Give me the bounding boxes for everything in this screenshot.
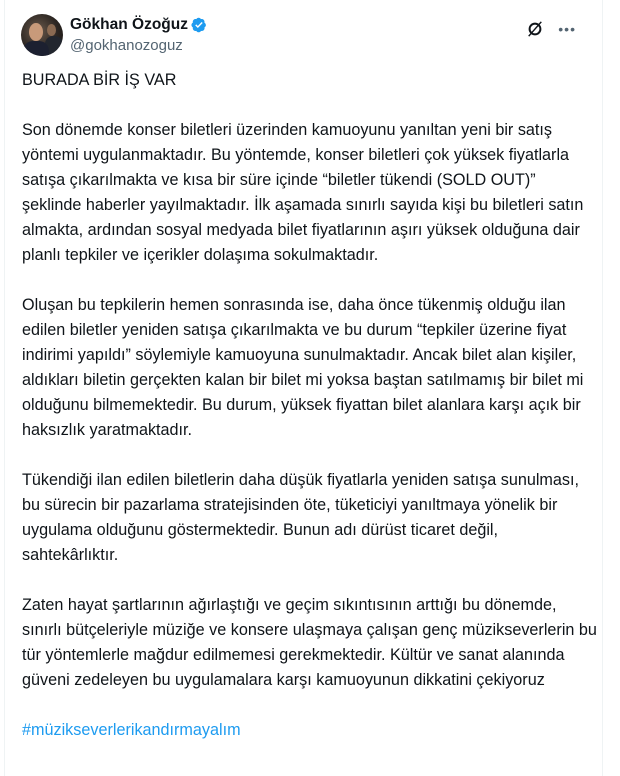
author-name[interactable]: Gökhan Özoğuz [70, 16, 188, 33]
avatar[interactable] [21, 14, 63, 56]
post-title: BURADA BİR İŞ VAR [22, 71, 177, 89]
post-card [4, 0, 603, 776]
post-paragraph: Tükendiği ilan edilen biletlerin daha düşük fiyatlarla yeniden satışa sunulması, bu sürecin bir pazarlama stratejisinden öte, tüketiciyi yanıltmaya yönelik bir uygulama olduğunu göstermektedir. Bunun adı dürüst ticaret değil, sahtekârlıktır. [22, 471, 579, 564]
post-body [22, 68, 597, 768]
post-header [21, 14, 586, 58]
author-info [70, 15, 207, 54]
post-paragraph: Son dönemde konser biletleri üzerinden kamuoyunu yanıltan yeni bir satış yöntemi uygulanmaktadır. Bu yöntemde, konser biletleri çok yüksek fiyatlarla satışa çıkarılmakta ve kısa bir süre içinde “biletler tükendi (SOLD OUT)” şeklinde haberler yayılmaktadır. İlk aşamada sınırlı sayıda kişi bu biletleri satın almakta, ardından sosyal medyada bilet fiyatlarının aşırı yüksek olduğuna dair planlı tepkiler ve içerikler dolaşıma sokulmaktadır. [22, 121, 584, 264]
post-actions [526, 20, 576, 38]
verified-badge-icon[interactable] [191, 17, 207, 33]
author-handle[interactable]: @gokhanozoguz [70, 37, 183, 54]
post-paragraph: Zaten hayat şartlarının ağırlaştığı ve geçim sıkıntısının arttığı bu dönemde, sınırlı bütçeleriyle müziğe ve konsere ulaşmaya çalışan genç müzikseverlerin bu tür yöntemlerle mağdur edilmemesi gerekmektedir. Kültür ve sanat alanında güveni zedeleyen bu uygulamalara karşı kamuoyunun dikkatini çekiyoruz [22, 596, 597, 689]
hashtag-link[interactable]: #müzikseverlerikandırmayalım [22, 721, 241, 739]
post-paragraph: Oluşan bu tepkilerin hemen sonrasında ise, daha önce tükenmiş olduğu ilan edilen biletler yeniden satışa çıkarılmakta ve bu durum “tepkiler üzerine fiyat indirimi yapıldı” söylemiyle kamuoyuna sunulmaktadır. Ancak bilet alan kişiler, aldıkları biletin gerçekten kalan bir bilet mi yoksa baştan satılmamış bir bilet mi olduğunu bilmemektedir. Bu durum, yüksek fiyattan bilet alanlara karşı açık bir haksızlık yaratmaktadır. [22, 296, 584, 439]
more-options-icon[interactable]: ••• [558, 21, 576, 37]
grok-icon[interactable] [526, 20, 544, 38]
